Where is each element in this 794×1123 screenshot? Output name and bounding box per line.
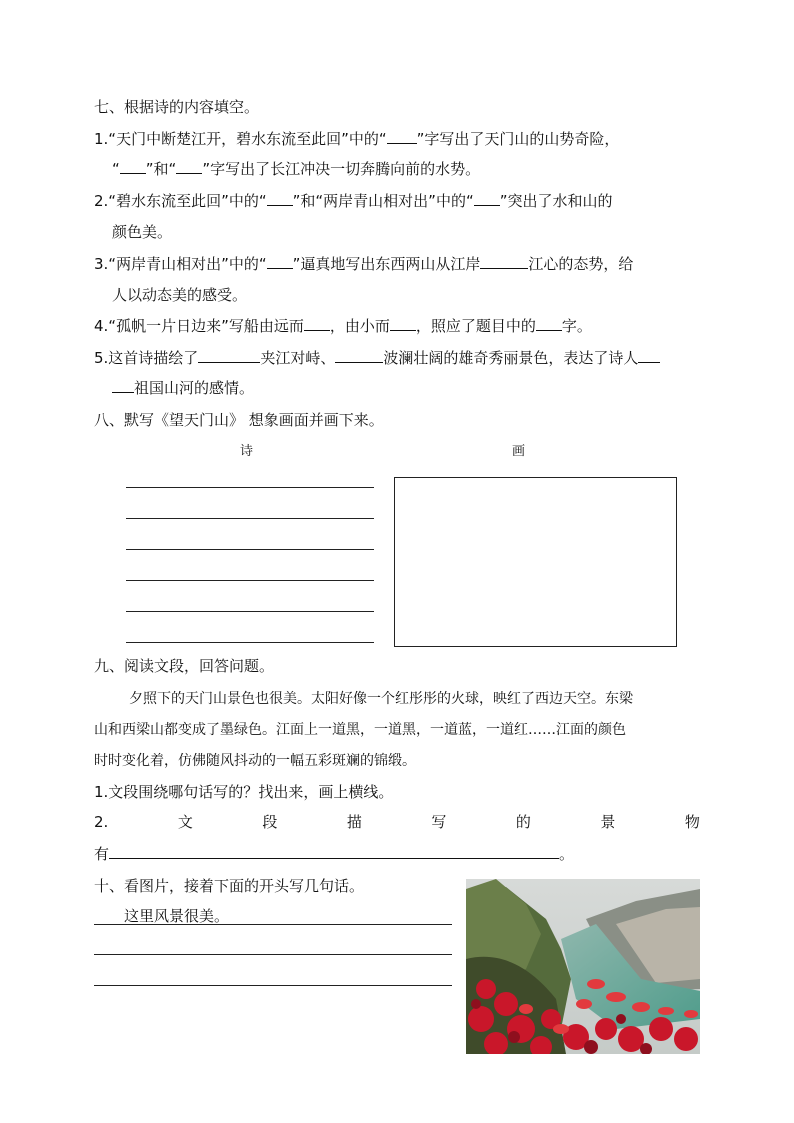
fill-blank[interactable] <box>638 348 660 363</box>
red-leaves-river-gorge-photo-icon <box>466 879 700 1054</box>
fill-blank[interactable] <box>267 191 293 206</box>
fill-blank[interactable] <box>536 316 562 331</box>
text: ，照应了题目中的 <box>415 317 536 335</box>
fill-blank[interactable] <box>120 159 146 174</box>
q9-2-char: 景 <box>600 813 616 831</box>
q9-1: 1.文段围绕哪句话写的？找出来，画上横线。 <box>94 783 394 801</box>
q7-1-line2 <box>112 159 480 179</box>
answer-line[interactable] <box>109 844 559 859</box>
q7-2-line1 <box>94 191 613 211</box>
q9-2-char: 文 <box>177 813 193 831</box>
fill-blank[interactable] <box>474 191 500 206</box>
section9-title: 九、阅读文段，回答问题。 <box>94 657 275 675</box>
text: 江心的态势，给 <box>528 255 634 273</box>
q9-2-char: 写 <box>431 813 447 831</box>
text: ”逼真地写出东西两山从江岸 <box>292 255 481 273</box>
poem-write-line[interactable] <box>126 611 374 612</box>
fill-blank[interactable] <box>387 129 417 144</box>
text: 。 <box>559 845 575 863</box>
text: ”字写出了长江冲决一切奔腾向前的水势。 <box>202 160 481 178</box>
q9-2-char: 段 <box>262 813 278 831</box>
text: 3.“两岸青山相对出”中的“ <box>94 255 267 273</box>
q9-2-char: 的 <box>515 813 531 831</box>
passage-line-2: 山和西梁山都变成了墨绿色。江面上一道黑，一道黑，一道蓝，一道红……江面的颜色 <box>94 722 626 738</box>
passage-line-3: 时时变化着，仿佛随风抖动的一幅五彩斑斓的锦缎。 <box>94 753 416 769</box>
q9-2-char: 描 <box>346 813 362 831</box>
poem-write-line[interactable] <box>126 487 374 488</box>
text: ”字写出了天门山的山势奇险， <box>416 130 620 148</box>
poem-label: 诗 <box>240 444 254 459</box>
q9-2-char: 物 <box>684 813 700 831</box>
fill-blank[interactable] <box>198 348 260 363</box>
text: 字。 <box>561 317 592 335</box>
section7-title: 七、根据诗的内容填空。 <box>94 98 260 116</box>
text: 这里风景很美。 <box>124 907 230 925</box>
text: ”突出了水和山的 <box>499 192 613 210</box>
text: ”和“ <box>145 160 177 178</box>
fill-blank[interactable] <box>335 348 383 363</box>
passage-line-1: 夕照下的天门山景色也很美。太阳好像一个红彤彤的火球，映红了西边天空。东梁 <box>129 691 633 707</box>
text: 4.“孤帆一片日边来”写船由远而 <box>94 317 304 335</box>
text: 有 <box>94 845 110 863</box>
text: 1.“天门中断楚江开，碧水东流至此回”中的“ <box>94 130 387 148</box>
text: “ <box>112 160 120 178</box>
q10-opening <box>94 906 229 926</box>
write-line[interactable] <box>94 954 452 955</box>
fill-blank[interactable] <box>176 159 202 174</box>
section10-title: 十、看图片，接着下面的开头写几句话。 <box>94 877 365 895</box>
text: 5.这首诗描绘了 <box>94 349 199 367</box>
write-line[interactable] <box>94 985 452 986</box>
fill-blank[interactable] <box>390 316 416 331</box>
text: ，由小而 <box>329 317 390 335</box>
fill-blank[interactable] <box>267 254 293 269</box>
q7-5-line1 <box>94 348 660 368</box>
text: ”和“两岸青山相对出”中的“ <box>292 192 474 210</box>
q7-2-line2: 颜色美。 <box>112 223 173 241</box>
picture-label: 画 <box>512 444 526 459</box>
text: 夹江对峙、 <box>260 349 336 367</box>
q7-1-line1 <box>94 129 619 149</box>
poem-write-line[interactable] <box>126 518 374 519</box>
q9-2-char: 2. <box>94 813 109 831</box>
text: 祖国山河的感情。 <box>134 379 255 397</box>
poem-write-line[interactable] <box>126 580 374 581</box>
text: 波澜壮阔的雄奇秀丽景色，表达了诗人 <box>383 349 639 367</box>
section8-title: 八、默写《望天门山》 想象画面并画下来。 <box>94 411 384 429</box>
q9-2-line2 <box>94 844 574 864</box>
q7-3-line1 <box>94 254 633 274</box>
q7-3-line2: 人以动态美的感受。 <box>112 286 248 304</box>
text: 2.“碧水东流至此回”中的“ <box>94 192 267 210</box>
fill-blank[interactable] <box>480 254 528 269</box>
drawing-box[interactable] <box>394 477 677 647</box>
poem-write-line[interactable] <box>126 642 374 643</box>
fill-blank[interactable] <box>112 378 134 393</box>
fill-blank[interactable] <box>304 316 330 331</box>
write-line[interactable] <box>94 924 452 925</box>
q7-5-line2 <box>112 378 254 398</box>
poem-write-line[interactable] <box>126 549 374 550</box>
q7-4-line <box>94 316 592 336</box>
q9-2-spread <box>94 812 700 832</box>
scenery-photo <box>466 879 700 1054</box>
